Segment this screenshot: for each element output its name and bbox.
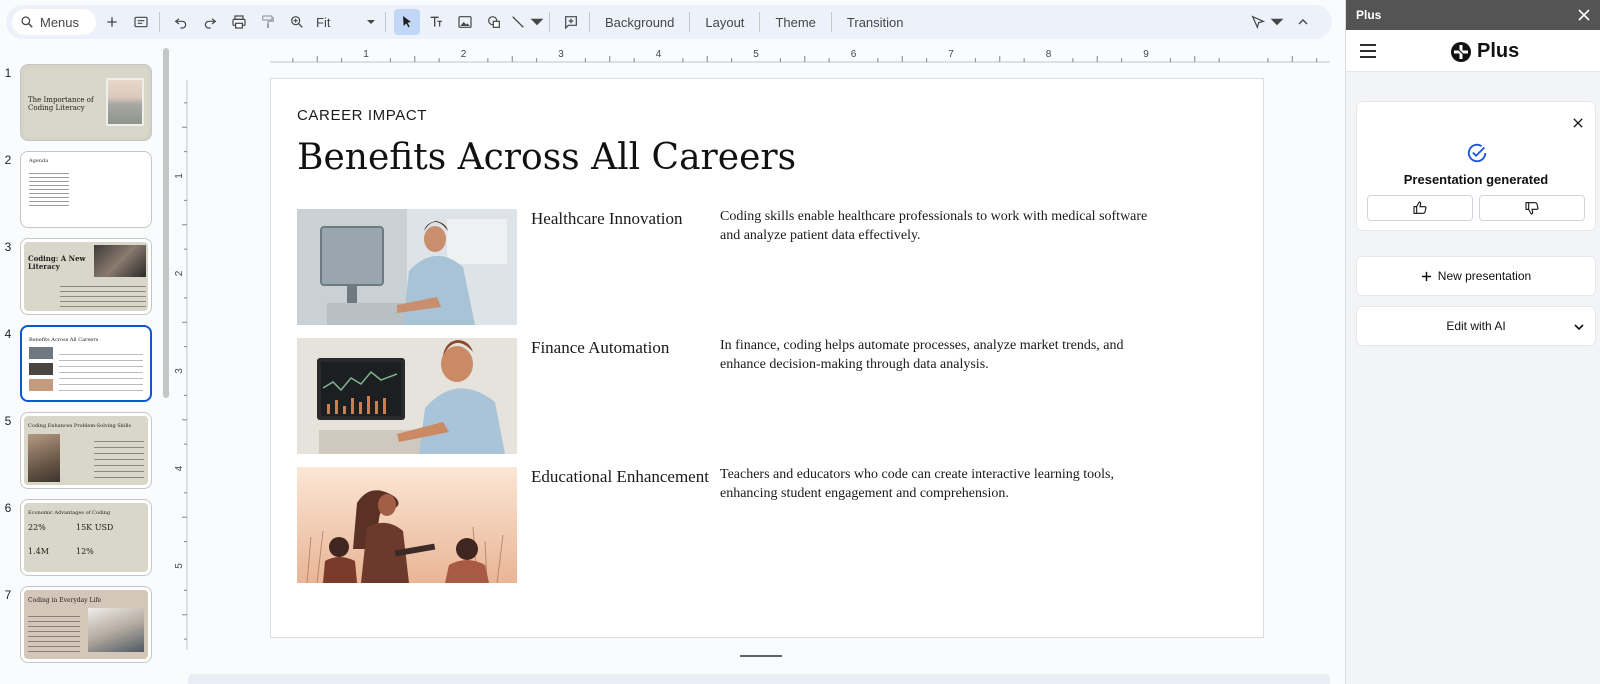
slide-preview-title: Agenda: [29, 158, 49, 164]
new-presentation-label: New presentation: [1437, 269, 1532, 283]
finance-photo: [297, 338, 517, 454]
slide-preview-selected: [20, 325, 152, 402]
select-tool-button[interactable]: [394, 9, 420, 35]
sidebar-title: Plus: [1356, 8, 1382, 22]
chevron-down-icon: [1573, 321, 1585, 333]
undo-icon: [173, 14, 189, 30]
slide-preview-title: Coding Enhances Problem-Solving Skills: [28, 423, 132, 429]
pen-icon: [1250, 14, 1266, 30]
ruler-label: 5: [174, 563, 185, 569]
slide-preview-bg: [24, 68, 148, 137]
collapse-toolbar-button[interactable]: [1290, 9, 1316, 35]
line-button[interactable]: [510, 9, 544, 35]
plus-sidebar: [1345, 0, 1600, 684]
insert-image-button[interactable]: [452, 9, 478, 35]
plus-logo: [1450, 40, 1519, 63]
ruler-label: 8: [1045, 49, 1052, 60]
text-box-button[interactable]: [423, 9, 449, 35]
ruler-label: 9: [1143, 49, 1149, 60]
horizontal-ruler: [270, 48, 1330, 64]
toolbar-divider: [831, 12, 832, 32]
cursor-arrow-icon: [399, 14, 415, 30]
pen-mode-button[interactable]: [1249, 9, 1285, 35]
slide-preview: [20, 64, 152, 141]
menus-search[interactable]: [12, 9, 96, 35]
benefit-heading[interactable]: Healthcare Innovation: [531, 209, 683, 228]
slide-preview-lines: [59, 349, 143, 393]
zoom-icon: [289, 14, 305, 30]
ruler-label: 2: [174, 270, 185, 277]
toolbar-divider: [159, 12, 160, 32]
zoom-button[interactable]: [284, 9, 310, 35]
benefit-heading[interactable]: Finance Automation: [531, 338, 670, 357]
ruler-label: 7: [948, 49, 954, 60]
ruler-label: 1: [363, 49, 369, 60]
plus-logo-icon: [1450, 41, 1472, 63]
chevron-down-icon: [1269, 14, 1285, 30]
line-icon: [510, 14, 526, 30]
slide-preview-lines: [29, 170, 69, 206]
toolbar-divider: [589, 12, 590, 32]
slide-preview-bg: [24, 503, 148, 572]
slide-number: 3: [4, 240, 12, 254]
education-image[interactable]: [297, 467, 517, 583]
slide-preview-image: [94, 245, 146, 277]
slide-preview-image: [29, 347, 53, 359]
toolbar-divider: [689, 12, 690, 32]
slide-preview-image: [28, 434, 60, 482]
plus-icon: [1421, 271, 1432, 282]
benefit-heading[interactable]: Educational Enhancement: [531, 467, 709, 486]
slide-canvas[interactable]: [270, 78, 1264, 638]
slide-thumbnail[interactable]: [0, 64, 172, 142]
healthcare-image[interactable]: [297, 209, 517, 325]
toolbar-divider: [385, 12, 386, 32]
slide-thumbnail[interactable]: [0, 325, 172, 403]
education-photo: [297, 467, 517, 583]
image-icon: [457, 14, 473, 30]
toolbar-divider: [759, 12, 760, 32]
chevron-down-icon: [366, 17, 376, 27]
toolbar-divider: [549, 12, 550, 32]
slide-preview-bg: [25, 330, 147, 397]
presentation-generated-text: Presentation generated: [1403, 172, 1549, 187]
ruler-label: 5: [753, 49, 759, 60]
slide-preview: [20, 586, 152, 663]
zoom-select[interactable]: [310, 9, 380, 35]
undo-button[interactable]: [168, 9, 194, 35]
print-icon: [231, 14, 247, 30]
slide-preview-bg: [24, 590, 148, 659]
slide-preview-bg: [24, 242, 148, 311]
slide-number: 6: [4, 501, 12, 515]
close-icon[interactable]: [1573, 118, 1583, 128]
chevron-up-icon: [1295, 14, 1311, 30]
edit-with-ai-button[interactable]: [1356, 306, 1596, 346]
slide-preview-image: [106, 78, 144, 126]
speaker-notes-bar[interactable]: [188, 674, 1330, 684]
slide-number: 1: [4, 66, 12, 80]
slide-number: 2: [4, 153, 12, 167]
slide-thumbnail[interactable]: [0, 151, 172, 229]
slide-preview-title: Coding: A New Literacy: [28, 254, 86, 271]
vertical-ruler: [174, 80, 188, 650]
redo-button[interactable]: [197, 9, 223, 35]
ruler-ticks: [293, 49, 1317, 62]
text-box-icon: [428, 14, 444, 30]
generation-status-card: [1356, 101, 1596, 231]
slide-preview-lines: [60, 282, 146, 308]
slide-preview-image: [29, 379, 53, 391]
ruler-ticks: [174, 103, 187, 639]
toolbar-right-controls: [1246, 9, 1316, 35]
slide-thumbnail[interactable]: [0, 499, 172, 577]
slide-preview-stat: 1.4M: [28, 547, 49, 556]
slide-preview: [20, 499, 152, 576]
menus-label: Menus: [40, 14, 80, 30]
paint-roller-icon: [260, 14, 276, 30]
zoom-value: Fit: [316, 14, 331, 30]
check-circle-icon: [1466, 142, 1488, 164]
slide-thumbnail[interactable]: [0, 412, 172, 490]
benefit-description[interactable]: Teachers and educators who code can create interactive learning tools, enhancing student engagement and comprehension.: [720, 467, 1114, 501]
slide-number: 4: [4, 327, 12, 341]
slide-thumbnail[interactable]: [0, 238, 172, 316]
thumbs-down-icon: [1524, 200, 1540, 216]
ruler-label: 1: [174, 173, 185, 179]
search-icon: [20, 15, 34, 29]
slide-preview-stat: 12%: [76, 547, 94, 556]
thumbs-up-button[interactable]: [1367, 195, 1473, 221]
slide-title[interactable]: Benefits Across All Careers: [297, 137, 797, 178]
hamburger-menu-icon[interactable]: [1360, 44, 1376, 58]
layout-button[interactable]: Layout: [705, 14, 745, 30]
slide-preview: [20, 412, 152, 489]
shape-button[interactable]: [481, 9, 507, 35]
ruler-label: 2: [460, 49, 467, 60]
slide-eyebrow-label[interactable]: CAREER IMPACT: [297, 107, 428, 124]
redo-icon: [202, 14, 218, 30]
chevron-down-icon: [529, 14, 545, 30]
background-button[interactable]: Background: [605, 14, 675, 30]
healthcare-photo: [297, 209, 517, 325]
new-presentation-button[interactable]: [1356, 256, 1596, 296]
slide-preview-title: Benefits Across All Careers: [29, 337, 99, 343]
slide-preview-lines: [28, 612, 80, 652]
slide-layout-button[interactable]: [128, 9, 154, 35]
shapes-icon: [486, 14, 502, 30]
slide-filmstrip: [0, 48, 172, 668]
plus-icon: [104, 14, 120, 30]
toolbar: [6, 5, 1332, 39]
slide-preview-stat: 15K USD: [76, 523, 114, 532]
slide-layout-icon: [133, 14, 149, 30]
edit-with-ai-label: Edit with AI: [1446, 319, 1506, 333]
slide-preview: [20, 238, 152, 315]
slide-preview-bg: [24, 155, 148, 224]
benefit-description[interactable]: In finance, coding helps automate processes, analyze market trends, and enhance decision-making through data analysis.: [720, 338, 1124, 372]
slide-preview-title: Economic Advantages of Coding: [28, 510, 111, 516]
thumbs-up-icon: [1412, 200, 1428, 216]
paint-format-button[interactable]: [255, 9, 281, 35]
plus-logo-text: Plus: [1477, 40, 1520, 62]
transition-button[interactable]: Transition: [846, 14, 904, 30]
ruler-label: 3: [558, 49, 564, 60]
add-comment-button[interactable]: [558, 9, 584, 35]
filmstrip-scrollbar[interactable]: [163, 48, 169, 398]
slide-preview: [20, 151, 152, 228]
slide-preview-image: [29, 363, 53, 375]
slide-preview-lines: [94, 436, 144, 480]
benefit-description[interactable]: Coding skills enable healthcare professionals to work with medical software and analyze patient data effectively.: [720, 209, 1148, 243]
new-slide-button[interactable]: [99, 9, 125, 35]
theme-button[interactable]: Theme: [775, 14, 816, 30]
print-button[interactable]: [226, 9, 252, 35]
slide-thumbnail[interactable]: [0, 586, 172, 664]
slide-preview-image: [88, 608, 144, 652]
slide-preview-title: The Importance of Coding Literacy: [28, 96, 94, 112]
slide-number: 5: [4, 414, 12, 428]
sidebar-header: [1346, 30, 1600, 72]
ruler-label: 4: [655, 49, 662, 60]
slide-preview-title: Coding in Everyday Life: [28, 597, 102, 604]
sidebar-titlebar: [1346, 0, 1600, 30]
thumbs-down-button[interactable]: [1479, 195, 1585, 221]
slide-preview-stat: 22%: [28, 523, 46, 532]
ruler-label: 3: [174, 368, 185, 374]
ruler-label: 6: [850, 49, 857, 60]
slide-preview-bg: [24, 416, 148, 485]
speaker-notes-resize-handle[interactable]: [740, 655, 782, 657]
finance-image[interactable]: [297, 338, 517, 454]
slide-number: 7: [4, 588, 12, 602]
add-comment-icon: [563, 14, 579, 30]
ruler-label: 4: [174, 465, 185, 472]
close-icon[interactable]: [1578, 9, 1590, 21]
